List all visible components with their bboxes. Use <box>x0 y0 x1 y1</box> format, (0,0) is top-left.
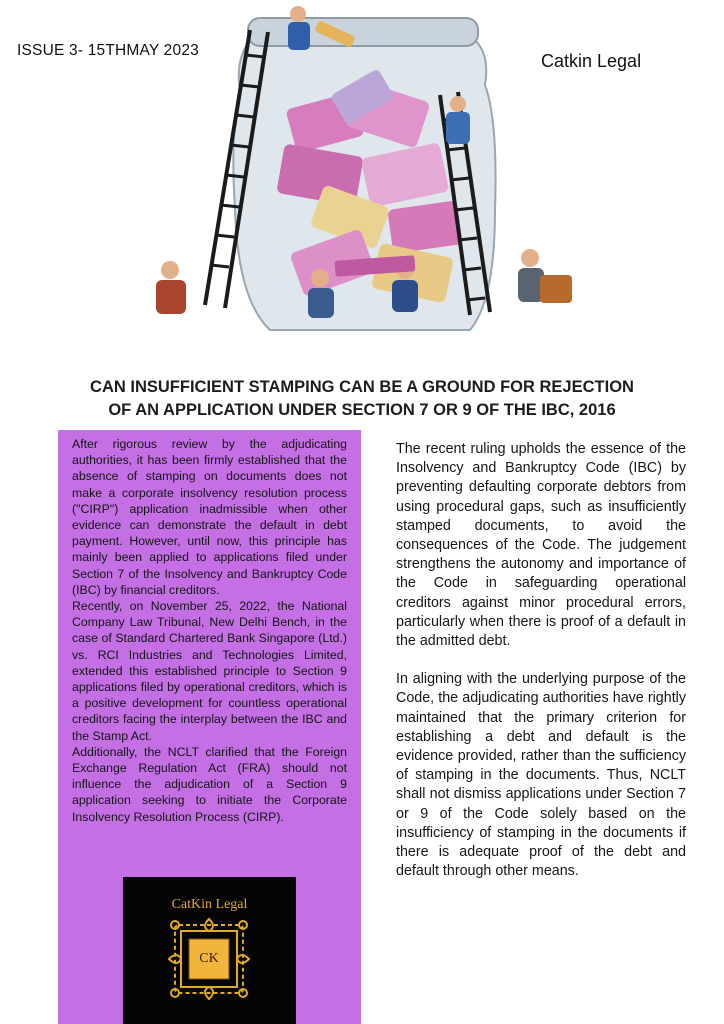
left-paragraph-1: After rigorous review by the adjudicating authorities, it has been firmly established that the absence of stamping on documents does not make a corporate insolvency resolution process ("CIRP") application inadmissible when other evidence can demonstrate the default in debt payment. However, until now, this principle has mainly been applied to applications filed under Section 7 of the Insolvency and Bankruptcy Code (IBC) by financial creditors. <box>72 437 347 597</box>
left-paragraph-3: Additionally, the NCLT clarified that the Foreign Exchange Regulation Act (FRA) should not influence the adjudication of a Section 9 application seeking to initiate the Corporate Insolvency Resolution Process (CIRP). <box>72 744 347 824</box>
issue-date: ISSUE 3- 15THMAY 2023 <box>17 42 199 59</box>
left-paragraph-2: Recently, on November 25, 2022, the National Company Law Tribunal, New Delhi Bench, in the case of Standard Chartered Bank Singapore (Ltd.) vs. RCI Industries and Technologies Limited, extended this established principle to Section 9 applications filed by operational creditors, which is a positive development for countless operational creditors facing the interplay between the IBC and the Stamp Act. <box>72 599 347 743</box>
logo-monogram: CK <box>199 951 219 966</box>
catkin-logo <box>123 877 296 1024</box>
brand-name: Catkin Legal <box>541 51 642 71</box>
right-paragraph-1: The recent ruling upholds the essence of the Insolvency and Bankruptcy Code (IBC) by preventing defaulting corporate debtors from using procedural gaps, such as insufficiently stamped documents, to avoid the consequences of the Code. The judgement strengthens the autonomy and importance of the Code in safeguarding operational creditors against minor procedural errors, particularly when there is proof of a default in the admitted debt. <box>396 441 686 650</box>
right-paragraph-2: In aligning with the underlying purpose of the Code, the adjudicating authorities have rightly maintained that the primary criterion for establishing a debt and default is the evidence provided, rather than the sufficiency of stamping in the documents. Thus, NCLT shall not dismiss applications under Section 7 or 9 of the Code solely based on the insufficiency of stamping in the documents if there is adequate proof of the debt and default through other means. <box>396 671 686 880</box>
logo-title: CatKin Legal <box>171 897 248 912</box>
left-column-text <box>72 436 347 825</box>
headline-line-2: OF AN APPLICATION UNDER SECTION 7 OR 9 OF THE IBC, 2016 <box>108 401 616 419</box>
article-headline <box>40 376 684 422</box>
money-jar-illustration-icon <box>140 0 610 345</box>
right-column-text <box>396 440 686 900</box>
headline-line-1: CAN INSUFFICIENT STAMPING CAN BE A GROUND FOR REJECTION <box>90 378 634 396</box>
